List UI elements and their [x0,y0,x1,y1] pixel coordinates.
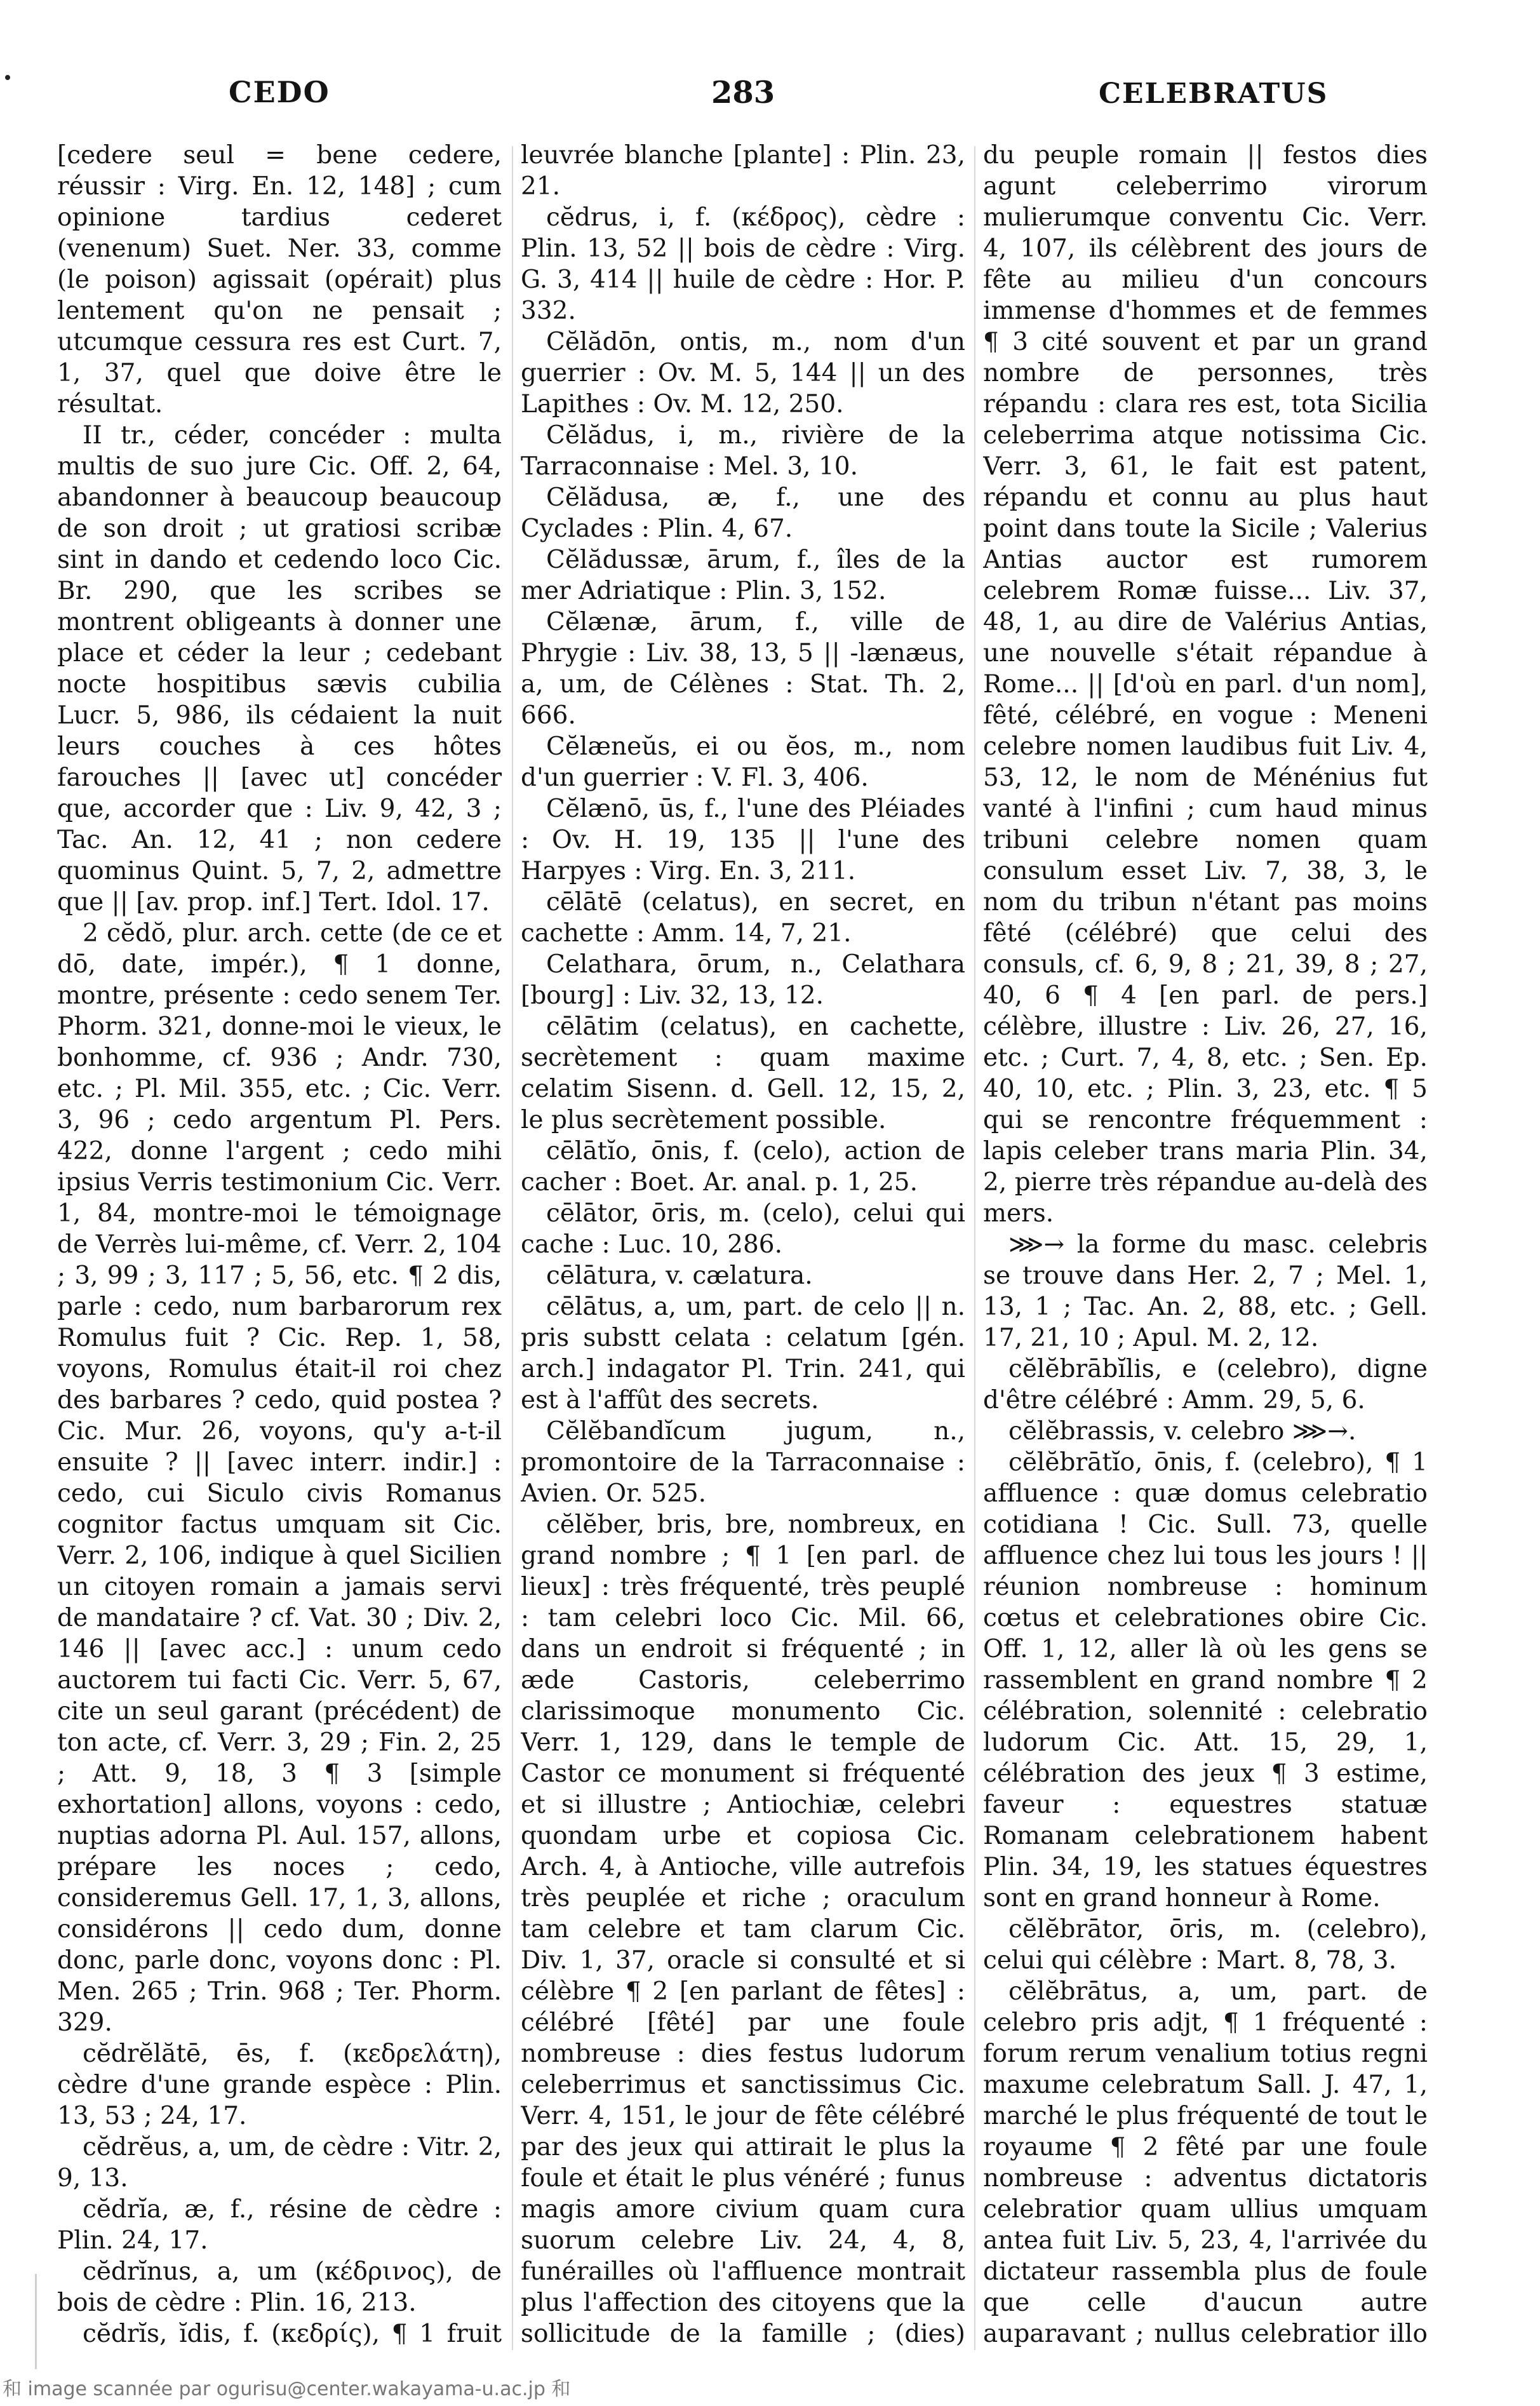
entry-text: Cĕlænæ, ārum, f., ville de Phrygie : Liv. 38, 13, 5 || -lænæus, a, um, de Célènes : Stat. Th. 2, 666. [521,608,965,730]
header-right-guideword: CELEBRATUS [1099,77,1329,110]
entry-text: cĕdrĭs, ĭdis, f. (κεδρίς), ¶ 1 fruit [83,2320,502,2348]
entry-text: Cĕlæneŭs, ei ou ĕos, m., nom d'un guerrier : V. Fl. 3, 406. [521,732,965,792]
column-divider [974,146,975,2350]
entry-text: cēlātor, ōris, m. (celo), celui qui cache : Luc. 10, 286. [521,1199,965,1259]
scan-edge-mark [35,2274,37,2369]
scan-credit-footer [0,2373,1540,2406]
entry-text: Cĕlænō, ūs, f., l'une des Pléiades : Ov. H. 19, 135 || l'une des Harpyes : Virg. En. 3, 211. [521,795,965,885]
entry-text: du peuple romain || festos dies agunt celeberrimo virorum mulierumque conventu Cic. Verr. 4, 107, ils célèbrent des jours de fête au milieu d'un concours immense d'hommes et de femmes ¶ 3 cité souvent et par un grand nombre de personnes, très répandu : clara res est, tota Sicilia celeberrima atque notissima Cic. Verr. 3, 61, le fait est patent, répandu et connu au plus haut point dans toute la Sicile ; Valerius Antias auctor est rumorem celebrem Romæ fuisse... Liv. 37, 48, 1, au dire de Valérius Antias, une nouvelle s'était répandue à Rome... || [d'où en parl. d'un nom], fêté, célébré, en vogue : Meneni celebre nomen laudibus fuit Liv. 4, 53, 12, le nom de Ménénius fut vanté à l'infini ; cum haud minus tribuni celebre nomen quam consulum esset Liv. 7, 38, 3, le nom du tribun n'étant pas moins fêté (célébré) que celui des consuls, cf. 6, 9, 8 ; 21, 39, 8 ; 27, 40, 6 ¶ 4 [en parl. de pers.] célèbre, illustre : Liv. 26, 27, 16, etc. ; Curt. 7, 4, 8, etc. ; Sen. Ep. 40, 10, etc. ; Plin. 3, 23, etc. ¶ 5 qui se rencontre fréquemment : lapis celeber trans maria Plin. 34, 2, pierre très répandue au-delà des mers. [983,141,1428,1228]
entry-text: cĕdrus, i, f. (κέδρος), cèdre : Plin. 13, 52 || bois de cèdre : Virg. G. 3, 414 || huile de cèdre : Hor. P. 332. [521,203,965,325]
column-left [57,140,502,2350]
page-number: 283 [711,75,775,111]
entry-text: cĕlĕbrassis, v. celebro ⋙→. [1008,1417,1356,1446]
header-left-guideword: CEDO [229,75,330,109]
column-divider [512,146,513,2350]
entry-text: cēlātura, v. cælatura. [546,1261,813,1290]
column-right [983,140,1428,2350]
entry-text: Cĕlădōn, ontis, m., nom d'un guerrier : Ov. M. 5, 144 || un des Lapithes : Ov. M. 12, 250. [521,328,965,419]
entry-text: cĕlĕber, bris, bre, nombreux, en grand nombre ; ¶ 1 [en parl. de lieux] : très fréquenté, très peuplé : tam celebri loco Cic. Mil. 66, dans un endroit si fréquenté ; in æde Castoris, celeberrimo clarissimoque monumento Cic. Verr. 1, 129, dans le temple de Castor ce monument si fréquenté et si illustre ; Antiochiæ, celebri quondam urbe et copiosa Cic. Arch. 4, à Antioche, ville autrefois très peuplée et riche ; oraculum tam celebre et tam clarum Cic. Div. 1, 37, oracle si consulté et si célèbre ¶ 2 [en parlant de fêtes] : célébré [fêté] par une foule nombreuse : dies festus ludorum celeberrimus et sanctissimus Cic. Verr. 4, 151, le jour de fête célébré par des jeux qui attirait le plus la foule et était le plus vénéré ; funus magis amore civium quam cura suorum celebre Liv. 24, 4, 8, funérailles où l'affluence montrait plus l'affection des citoyens que la sollicitude de la famille ; (dies) [521,1510,965,2348]
entry-text: ⋙→ la forme du masc. celebris se trouve dans Her. 2, 7 ; Mel. 1, 13, 1 ; Tac. An. 2, 88, etc. ; Gell. 17, 21, 10 ; Apul. M. 2, 12. [983,1230,1428,1352]
entry-text: 2 cĕdŏ, plur. arch. cette (de ce et dō, date, impér.), ¶ 1 donne, montre, présente : cedo senem Ter. Phorm. 321, donne-moi le vieux, le bonhomme, cf. 936 ; Andr. 730, etc. ; Pl. Mil. 355, etc. ; Cic. Verr. 3, 96 ; cedo argentum Pl. Pers. 422, donne l'argent ; cedo mihi ipsius Verris testimonium Cic. Verr. 1, 84, montre-moi le témoignage de Verrès lui-même, cf. Verr. 2, 104 ; 3, 99 ; 3, 117 ; 5, 56, etc. ¶ 2 dis, parle : cedo, num barbarorum rex Romulus fuit ? Cic. Rep. 1, 58, voyons, Romulus était-il roi chez des barbares ? cedo, quid postea ? Cic. Mur. 26, voyons, qu'y a-t-il ensuite ? || [avec interr. indir.] : cedo, cui Siculo civis Romanus cognitor factus umquam sit Cic. Verr. 2, 106, indique à quel Sicilien un citoyen romain a jamais servi de mandataire ? cf. Vat. 30 ; Div. 2, 146 || [avec acc.] : unum cedo auctorem tui facti Cic. Verr. 5, 67, cite un seul garant (précédent) de ton acte, cf. Verr. 3, 29 ; Fin. 2, 25 ; Att. 9, 18, 3 ¶ 3 [simple exhortation] allons, voyons : cedo, nuptias adorna Pl. Aul. 157, allons, prépare les noces ; cedo, consideremus Gell. 17, 1, 3, allons, considérons || cedo dum, donne donc, parle donc, voyons donc : Pl. Men. 265 ; Trin. 968 ; Ter. Phorm. 329. [57,919,502,2037]
entry-text: cĕlĕbrātus, a, um, part. de celebro pris adjt, ¶ 1 fréquenté : forum rerum venalium totius regni maxume celebratum Sall. J. 47, 1, marché le plus fréquenté de tout le royaume ¶ 2 fêté par une foule nombreuse : adventus dictatoris celebratior quam ullius umquam antea fuit Liv. 5, 23, 4, l'arrivée du dictateur rassembla plus de foule que celle d'aucun autre auparavant ; nullus celebratior illo [983,1977,1428,2348]
entry-text: Celathara, ōrum, n., Celathara [bourg] : Liv. 32, 13, 12. [521,950,965,1010]
entry-text: Cĕlĕbandĭcum jugum, n., promontoire de la Tarraconnaise : Avien. Or. 525. [521,1417,965,1508]
entry-text: Cĕlădus, i, m., rivière de la Tarraconnaise : Mel. 3, 10. [521,421,965,481]
entry-text: cĕdrĕus, a, um, de cèdre : Vitr. 2, 9, 13. [57,2133,502,2193]
entry-text: cĕlĕbrātor, ōris, m. (celebro), celui qui célèbre : Mart. 8, 78, 3. [983,1915,1428,1975]
scan-credit-text: 和 image scannée par ogurisu@center.wakayama-u.ac.jp 和 [3,2378,571,2400]
entry-text: cēlātē (celatus), en secret, en cachette : Amm. 14, 7, 21. [521,888,965,948]
entry-text: cĕdrĕlătē, ēs, f. (κεδρελάτη), cèdre d'une grande espèce : Plin. 13, 53 ; 24, 17. [57,2040,502,2130]
column-middle [521,140,965,2350]
entry-text: cĕlĕbrābĭlis, e (celebro), digne d'être célébré : Amm. 29, 5, 6. [983,1355,1428,1415]
entry-text: cĕlĕbrātĭo, ōnis, f. (celebro), ¶ 1 affluence : quæ domus celebratio cotidiana ! Cic. Sull. 73, quelle affluence chez lui tous les jours ! || réunion nombreuse : hominum cœtus et celebrationes obire Cic. Off. 1, 12, aller là où les gens se rassemblent en grand nombre ¶ 2 célébration, solennité : celebratio ludorum Cic. Att. 15, 29, 1, célébration des jeux ¶ 3 estime, faveur : equestres statuæ Romanam celebrationem habent Plin. 34, 19, les statues équestres sont en grand honneur à Rome. [983,1448,1428,1912]
entry-text: cĕdrĭa, æ, f., résine de cèdre : Plin. 24, 17. [57,2195,502,2255]
entry-text: cēlātim (celatus), en cachette, secrètement : quam maxime celatim Sisenn. d. Gell. 12, 15, 2, le plus secrètement possible. [521,1012,965,1134]
entry-text: cēlātus, a, um, part. de celo || n. pris substt celata : celatum [gén. arch.] indagator Pl. Trin. 241, qui est à l'affût des secrets. [521,1293,965,1415]
running-header [0,75,1540,132]
entry-text: II tr., céder, concéder : multa multis de suo jure Cic. Off. 2, 64, abandonner à beaucoup beaucoup de son droit ; ut gratiosi scribæ sint in dando et cedendo loco Cic. Br. 290, que les scribes se montrent obligeants à donner une place et céder la leur ; cedebant nocte hospitibus sævis cubilia Lucr. 5, 986, ils cédaient la nuit leurs couches à ces hôtes farouches || [avec ut] concéder que, accorder que : Liv. 9, 42, 3 ; Tac. An. 12, 41 ; non cedere quominus Quint. 5, 7, 2, admettre que || [av. prop. inf.] Tert. Idol. 17. [57,421,502,917]
entry-text: Cĕlădussæ, ārum, f., îles de la mer Adriatique : Plin. 3, 152. [521,546,965,605]
entry-text: leuvrée blanche [plante] : Plin. 23, 21. [521,141,965,201]
entry-text: cĕdrĭnus, a, um (κέδρινος), de bois de cèdre : Plin. 16, 213. [57,2257,502,2317]
entry-text: Cĕlădusa, æ, f., une des Cyclades : Plin. 4, 67. [521,483,965,543]
entry-text: [cedere seul = bene cedere, réussir : Virg. En. 12, 148] ; cum opinione tardius cederet (venenum) Suet. Ner. 33, comme (le poison) agissait (opérait) plus lentement qu'on ne pensait ; utcumque cessura res est Curt. 7, 1, 37, quel que doive être le résultat. [57,141,502,419]
entry-text: cēlātĭo, ōnis, f. (celo), action de cacher : Boet. Ar. anal. p. 1, 25. [521,1137,965,1197]
